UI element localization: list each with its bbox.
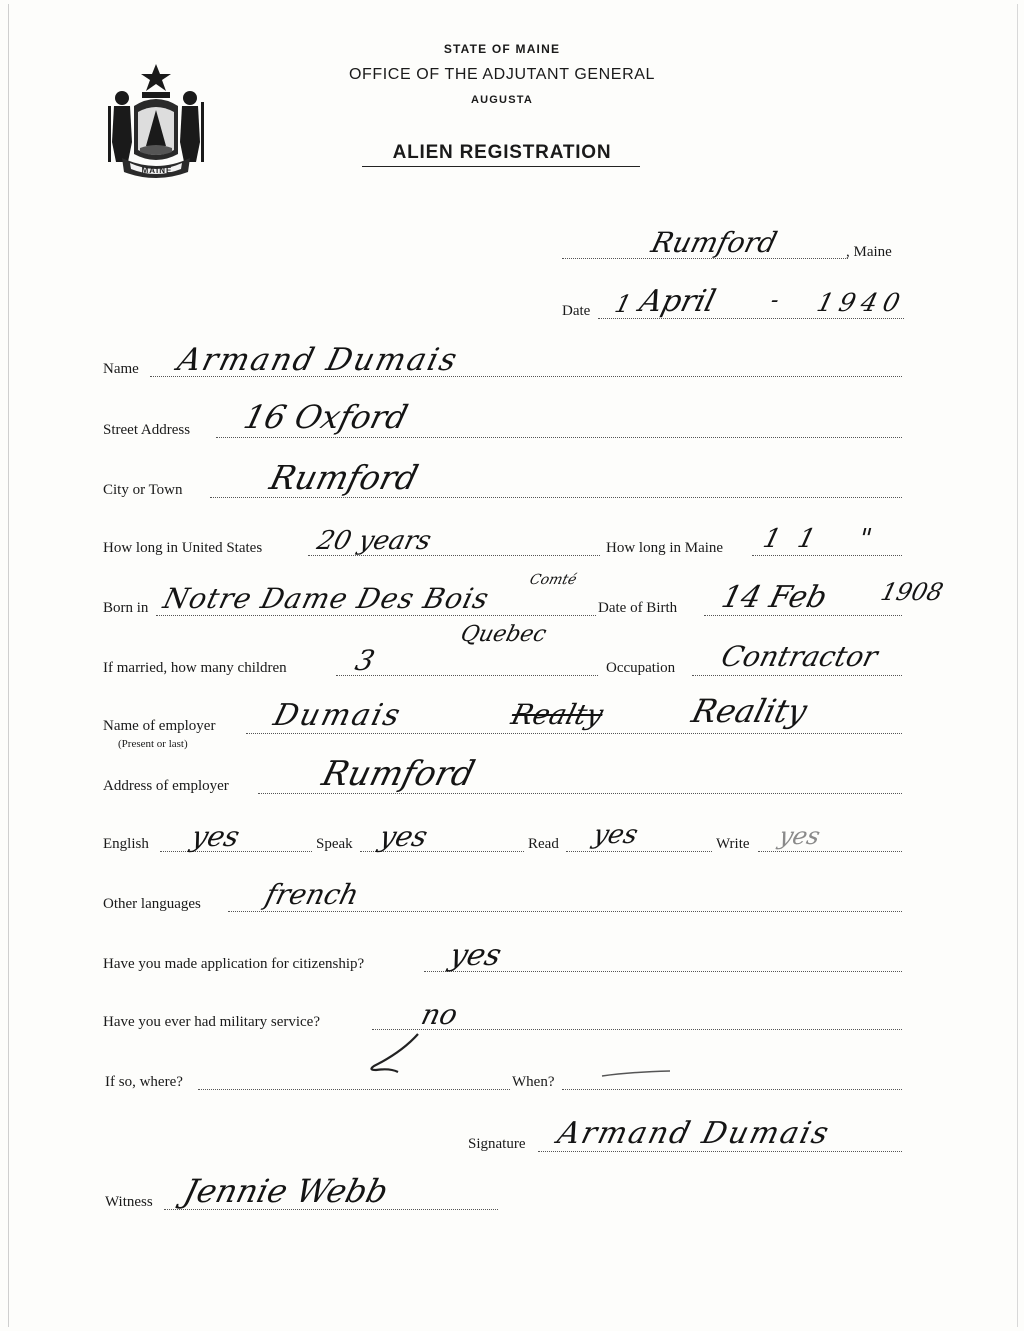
military-dash-mark: [362, 1030, 442, 1076]
read-label: Read: [528, 836, 559, 852]
military-value: no: [418, 998, 462, 1031]
employer-address-label: Address of employer: [103, 778, 229, 794]
street-address-value: 16 Oxford: [240, 398, 412, 436]
english-label: English: [103, 836, 149, 852]
date-label: Date: [562, 303, 591, 319]
occupation-label: Occupation: [606, 660, 676, 676]
seal-banner-text: MAINE: [141, 166, 173, 175]
occupation-value: Contractor: [718, 640, 882, 673]
write-label: Write: [716, 836, 750, 852]
if-where-line: [198, 1089, 510, 1090]
date-year: 1940: [814, 288, 909, 317]
city-town-value: Rumford: [266, 458, 423, 497]
date-day: 1: [612, 290, 635, 318]
how-long-maine-value: 11 ": [760, 524, 893, 554]
title-underline: [362, 166, 640, 167]
signature-label: Signature: [468, 1136, 526, 1152]
born-in-below: Quebec: [458, 622, 549, 647]
header-office: OFFICE OF THE ADJUTANT GENERAL: [348, 66, 656, 83]
born-in-line: [156, 615, 596, 616]
name-value: Armand Dumais: [174, 342, 463, 378]
born-in-value: Notre Dame Des Bois: [160, 582, 493, 615]
other-languages-label: Other languages: [103, 896, 201, 912]
employer-line: [246, 733, 902, 734]
date-dash: -: [768, 288, 782, 313]
speak-label: Speak: [316, 836, 353, 852]
name-label: Name: [103, 361, 139, 377]
read-line: [566, 851, 712, 852]
when-label: When?: [512, 1074, 555, 1090]
occupation-line: [692, 675, 902, 676]
place-suffix: , Maine: [846, 244, 892, 260]
how-long-us-label: How long in United States: [103, 540, 263, 556]
write-value: yes: [776, 822, 824, 850]
how-long-maine-line: [752, 555, 902, 556]
header-city: AUGUSTA: [471, 94, 533, 106]
citizenship-label: Have you made application for citizenship?: [103, 956, 365, 972]
children-line: [336, 675, 598, 676]
date-of-birth-year: 1908: [878, 578, 947, 606]
maine-state-seal: [104, 62, 208, 182]
date-month: April: [636, 284, 720, 319]
write-line: [758, 851, 902, 852]
born-in-label: Born in: [103, 600, 149, 616]
speak-value: yes: [376, 820, 431, 853]
date-of-birth-line: [704, 615, 902, 616]
read-value: yes: [590, 820, 641, 850]
witness-label: Witness: [105, 1194, 153, 1210]
place-value: Rumford: [648, 226, 781, 259]
street-address-line: [216, 437, 902, 438]
city-town-label: City or Town: [103, 482, 183, 498]
when-line: [562, 1089, 902, 1090]
born-in-above: Comté: [528, 572, 579, 588]
form-title: ALIEN REGISTRATION: [392, 142, 612, 163]
date-of-birth-value: 14 Feb: [718, 580, 831, 615]
employer-struck-word: Realty: [508, 698, 607, 731]
employer-address-value: Rumford: [318, 754, 479, 794]
how-long-maine-label: How long in Maine: [606, 540, 724, 556]
signature-line: [538, 1151, 902, 1152]
city-town-line: [210, 497, 902, 498]
how-long-us-value: 20 years: [314, 526, 435, 556]
street-address-label: Street Address: [103, 422, 191, 438]
witness-value: Jennie Webb: [180, 1172, 392, 1210]
citizenship-value: yes: [446, 938, 505, 973]
military-label: Have you ever had military service?: [103, 1014, 320, 1030]
children-label: If married, how many children: [103, 660, 287, 676]
employer-value-2: Reality: [688, 692, 811, 730]
if-where-label: If so, where?: [105, 1074, 183, 1090]
employer-value: Dumais: [270, 698, 406, 733]
other-languages-value: french: [262, 878, 363, 911]
employer-sublabel: (Present or last): [118, 738, 188, 750]
employer-label: Name of employer: [103, 718, 216, 734]
signature-value: Armand Dumais: [554, 1116, 834, 1151]
children-value: 3: [352, 644, 379, 677]
when-dash-mark: [600, 1068, 672, 1080]
other-languages-line: [228, 911, 902, 912]
english-value: yes: [188, 820, 243, 853]
english-line: [160, 851, 312, 852]
date-of-birth-label: Date of Birth: [598, 600, 678, 616]
header-state: STATE OF MAINE: [443, 42, 561, 56]
